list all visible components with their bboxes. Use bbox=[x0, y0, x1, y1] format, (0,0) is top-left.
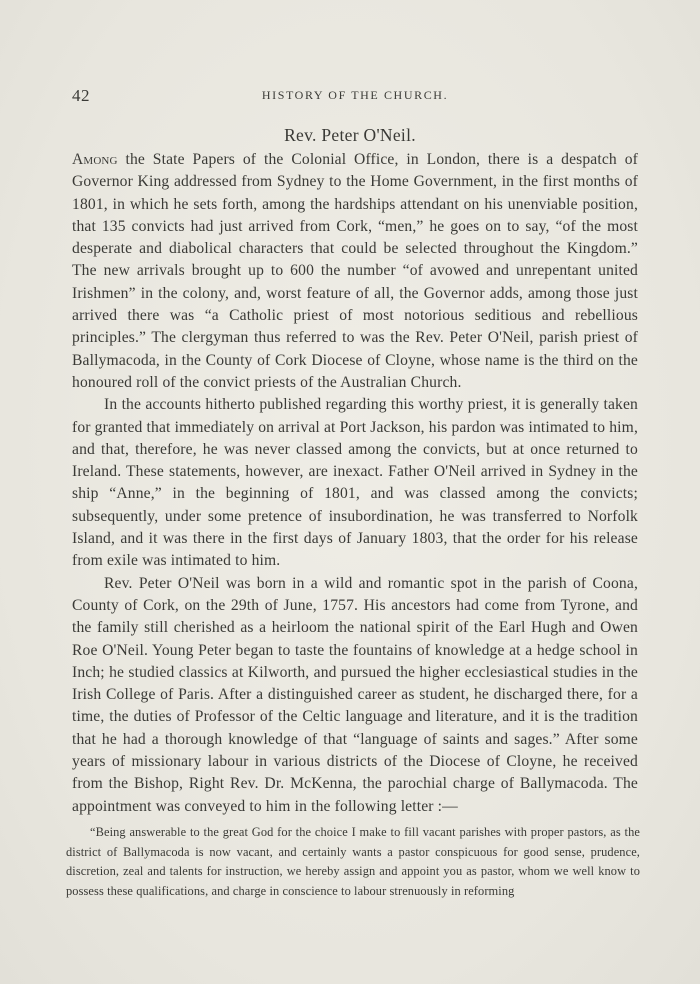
paragraph: In the accounts hitherto published regarding this worthy priest, it is generally taken for granted that immediately on arrival at Port Jackson, his pardon was intimated to him, and that, therefore, he was never classed among the convicts, but at once returned to Ireland. These statements, however, are inexact. Father O'Neil arrived in Sydney in the ship “Anne,” in the beginning of 1801, and was classed among the convicts; subsequently, under some pretence of insubordination, he was transferred to Norfolk Island, and it was there in the first days of January 1803, that the order for his release from exile was intimated to him. bbox=[72, 396, 638, 570]
paragraph: Rev. Peter O'Neil was born in a wild and romantic spot in the parish of Coona, County of Cork, on the 29th of June, 1757. His ancestors had come from Tyrone, and the family still cherished as a heirloom the national spirit of the Earl Hugh and Owen Roe O'Neil. Young Peter began to taste the fountains of knowledge at a hedge school in Inch; he studied classics at Kilworth, and pursued the higher ecclesiastical studies in the Irish College of Paris. After a distinguished career as student, he discharged there, for a time, the duties of Professor of the Celtic language and literature, and it is the tradition that he had a thorough knowledge of that “language of saints and sages.” After some years of missionary labour in various districts of the Diocese of Cloyne, he received from the Bishop, Right Rev. Dr. McKenna, the parochial charge of Ballymacoda. The appointment was conveyed to him in the following letter :— bbox=[72, 574, 638, 815]
body-text bbox=[72, 149, 638, 818]
paragraph-lead-word: Among bbox=[72, 151, 118, 168]
page-number: 42 bbox=[72, 86, 90, 105]
paragraph bbox=[72, 149, 638, 394]
page-header bbox=[72, 86, 638, 106]
paragraph-text: the State Papers of the Colonial Office, in London, there is a despatch of Governor King addressed from Sydney to the Home Government, in the first months of 1801, in which he sets forth, among the hardships attendant on his unenviable position, that 135 convicts had just arrived from Cork, “men,” he goes on to say, “of the most desperate and diabolical characters that could be selected throughout the Kingdom.” The new arrivals brought up to 600 the number “of avowed and unrepentant united Irishmen” in the colony, and, worst feature of all, the Governor adds, among those just arrived there was “a Catholic priest of most notorious seditious and rebellious principles.” The clergyman thus referred to was the Rev. Peter O'Neil, parish priest of Ballymacoda, in the County of Cork Diocese of Cloyne, whose name is the third on the honoured roll of the convict priests of the Australian Church. bbox=[72, 151, 638, 391]
section-title: Rev. Peter O'Neil. bbox=[284, 125, 416, 145]
quoted-letter: “Being answerable to the great God for the choice I make to fill vacant parishes with proper pastors, as the district of Ballymacoda is now vacant, and certainly wants a pastor conspicuous for good sense, prudence, discretion, zeal and talents for instruction, we hereby assign and appoint you as pastor, whom we well know to possess these qualifications, and charge in conscience to labour strenuously in reforming bbox=[66, 825, 640, 898]
running-head: HISTORY OF THE CHURCH. bbox=[261, 88, 449, 102]
